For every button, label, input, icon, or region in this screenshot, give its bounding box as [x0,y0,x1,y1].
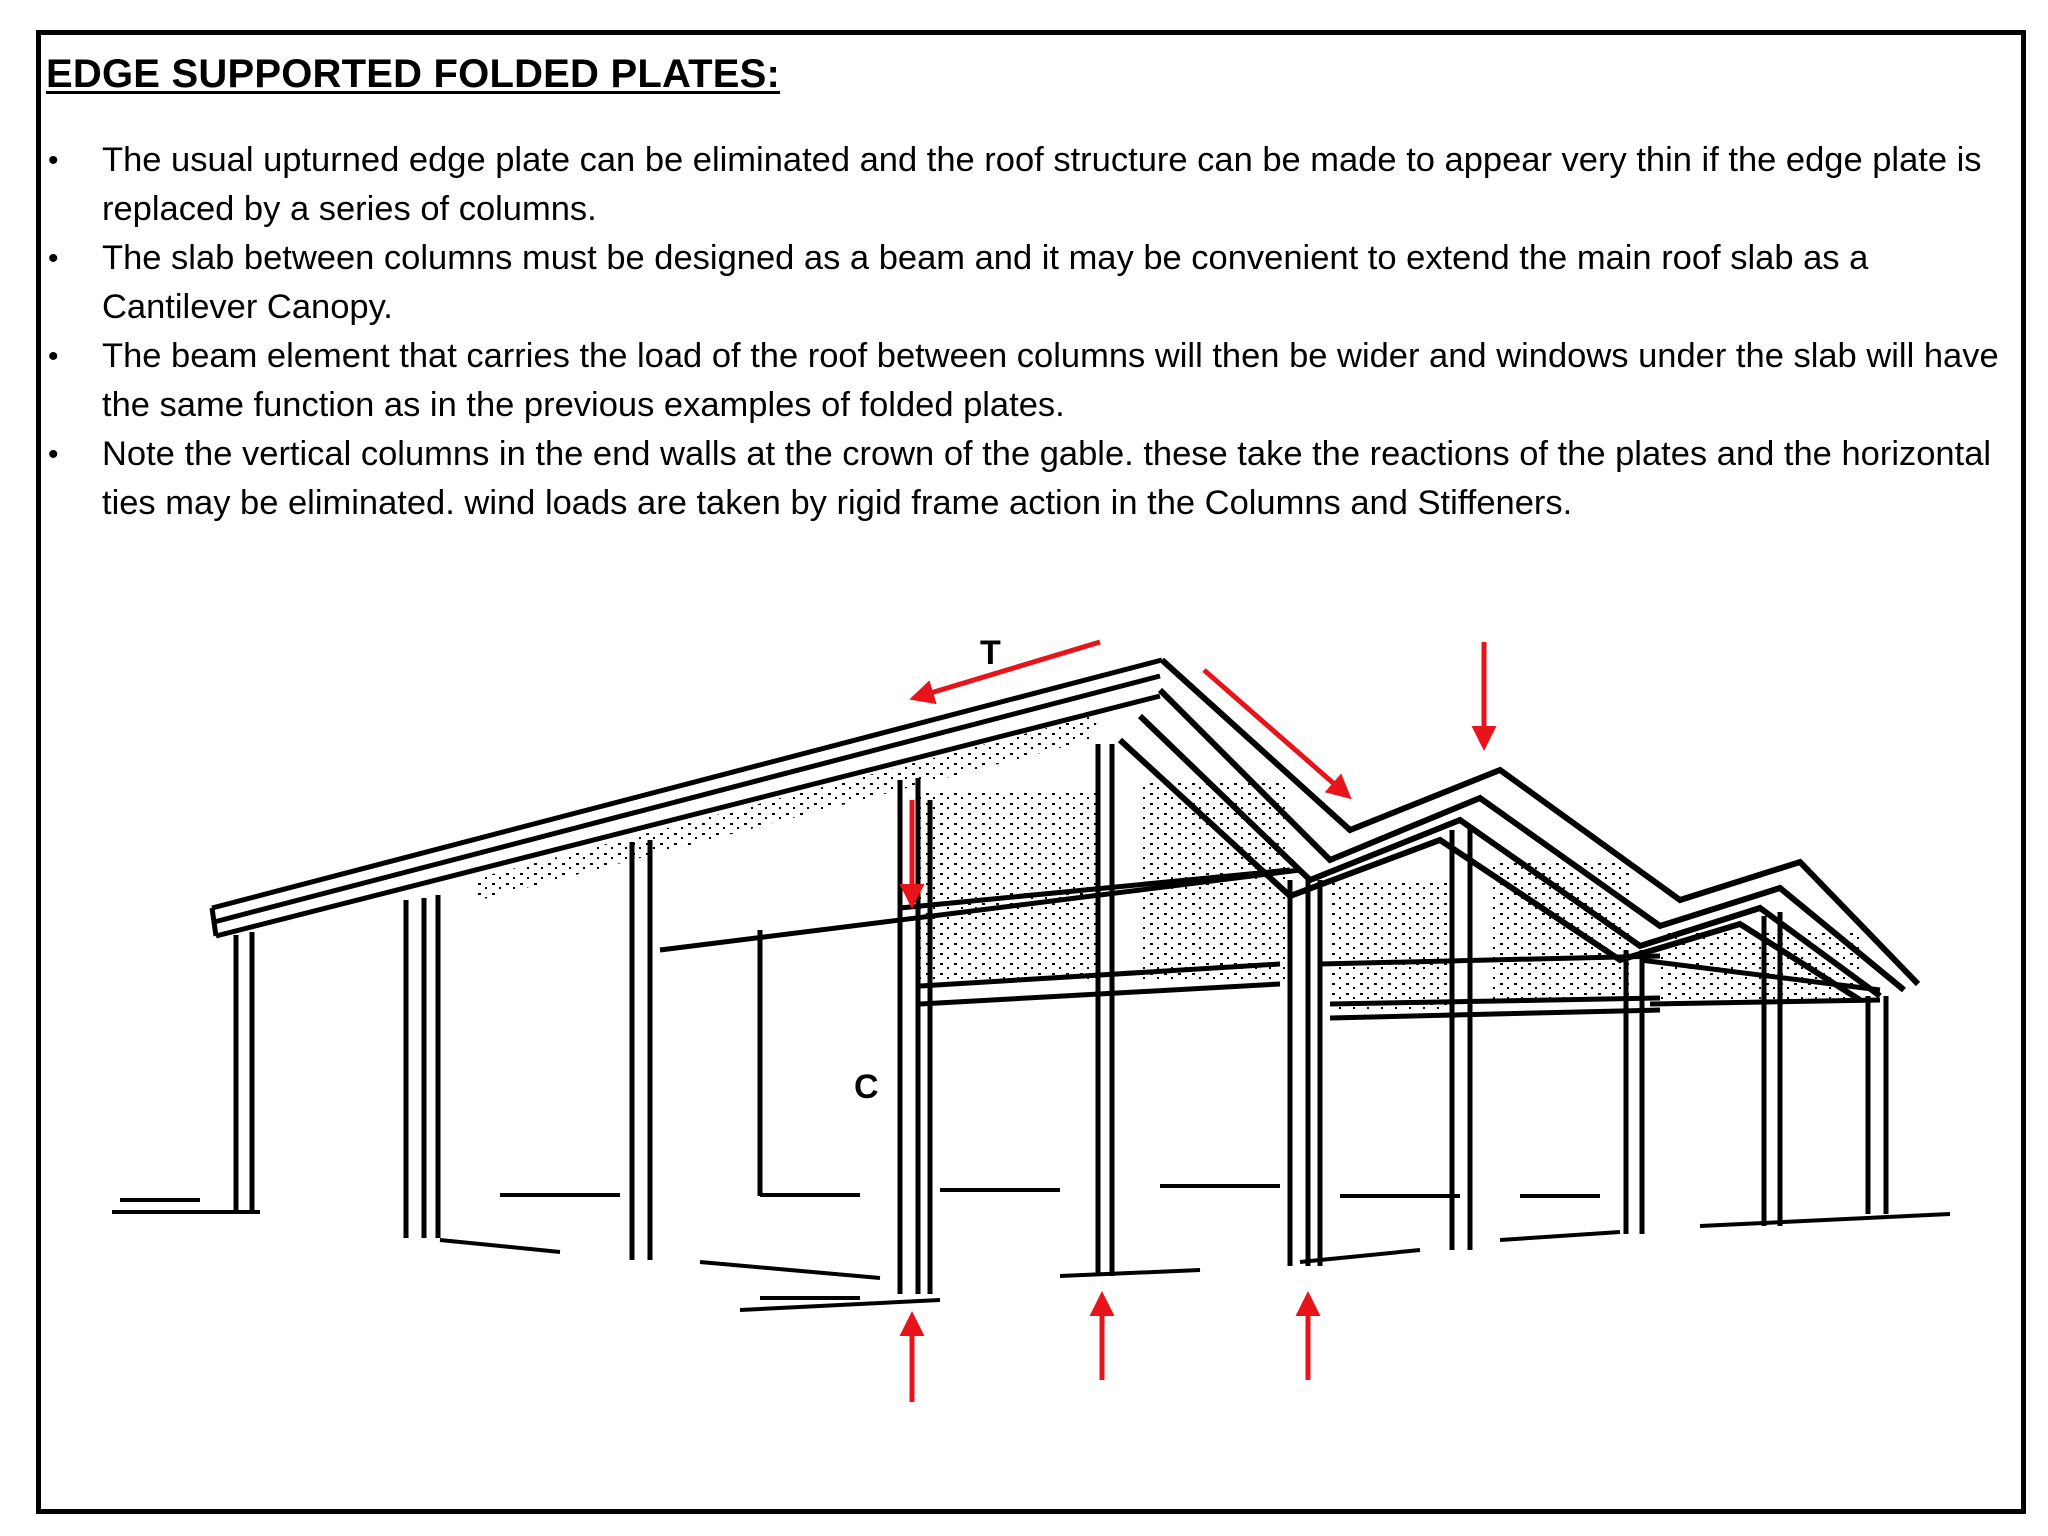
bullet-text: Note the vertical columns in the end walls at the crown of the gable. these take the reactions of the plates and the horizontal ties may be eliminated. wind loads are taken by rigid frame action in the Columns and Stiffeners. [102,435,1992,522]
slide-title: EDGE SUPPORTED FOLDED PLATES: [46,52,781,96]
bullet-item-4 [46,430,2006,528]
bullet-text: The slab between columns must be designed as a beam and it may be convenient to extend the main roof slab as a Cantilever Canopy. [102,239,1869,326]
bullet-symbol: • [48,438,59,471]
bullet-item-2 [46,234,2006,332]
bullet-list [46,136,2006,528]
bullet-item-3 [46,332,2006,430]
bullet-symbol: • [48,340,59,373]
tension-label: T [980,634,1001,672]
bullet-text: The usual upturned edge plate can be eliminated and the roof structure can be made to appear very thin if the edge plate is replaced by a series of columns. [102,141,1982,228]
compression-label: C [854,1068,879,1106]
bullet-text: The beam element that carries the load of the roof between columns will then be wider and windows under the slab will have the same function as in the previous examples of folded plates. [102,337,1999,424]
bullet-symbol: • [48,242,59,275]
bullet-item-1 [46,136,2006,234]
bullet-symbol: • [48,144,59,177]
